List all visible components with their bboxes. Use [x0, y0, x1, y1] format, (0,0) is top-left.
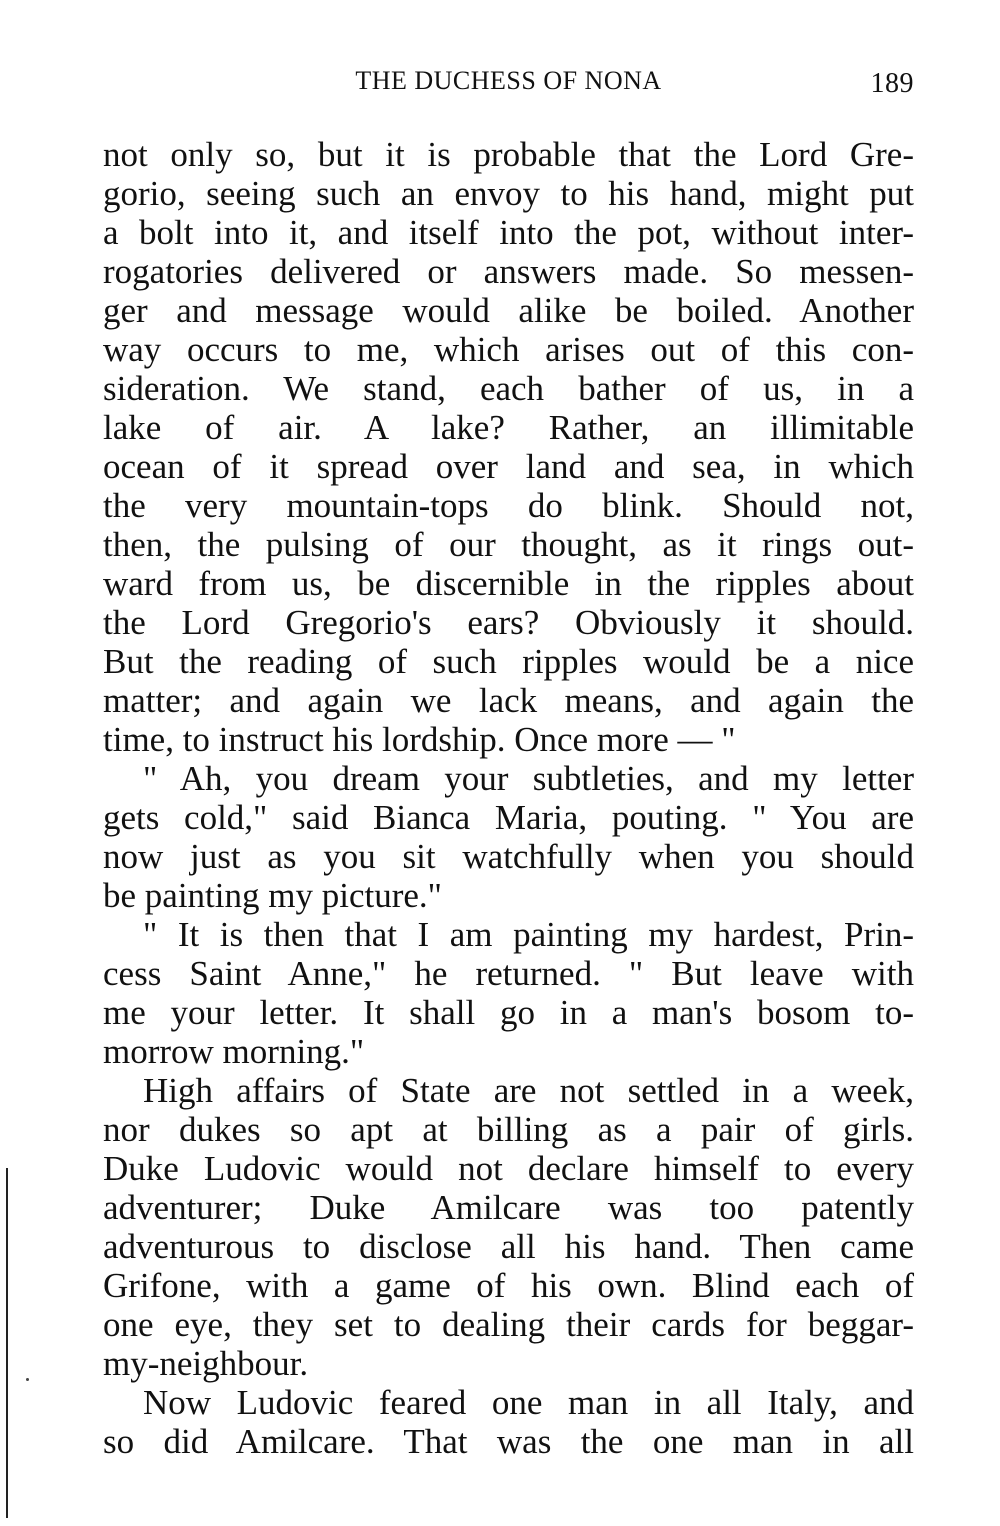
text-line: High affairs of State are not settled in a week, [143, 1071, 914, 1110]
text-line: way occurs to me, which arises out of this con- [103, 330, 914, 369]
text-line: Duke Ludovic would not declare himself to every [103, 1149, 914, 1188]
running-title: THE DUCHESS OF NONA [355, 66, 662, 95]
text-line: morrow morning." [103, 1032, 365, 1071]
text-line: lake of air. A lake? Rather, an illimitable [103, 408, 914, 447]
text-line: Grifone, with a game of his own. Blind each of [103, 1266, 914, 1305]
scan-speck [26, 1378, 29, 1381]
running-head [103, 66, 914, 100]
text-line: now just as you sit watchfully when you should [103, 837, 914, 876]
text-line: then, the pulsing of our thought, as it rings out- [103, 525, 914, 564]
text-line: me your letter. It shall go in a man's bosom to- [103, 993, 914, 1032]
text-line: time, to instruct his lordship. Once more — " [103, 720, 736, 759]
text-line: ger and message would alike be boiled. Another [103, 291, 914, 330]
page-number: 189 [870, 68, 914, 99]
text-line: " Ah, you dream your subtleties, and my letter [143, 759, 914, 798]
text-line: " It is then that I am painting my hardest, Prin- [143, 915, 914, 954]
text-line: nor dukes so apt at billing as a pair of girls. [103, 1110, 914, 1149]
text-line: adventurer; Duke Amilcare was too patently [103, 1188, 914, 1227]
text-line: the very mountain-tops do blink. Should not, [103, 486, 914, 525]
text-line: matter; and again we lack means, and again the [103, 681, 914, 720]
text-line: the Lord Gregorio's ears? Obviously it should. [103, 603, 914, 642]
text-line: But the reading of such ripples would be a nice [103, 642, 914, 681]
text-line: not only so, but it is probable that the Lord Gre- [103, 135, 914, 174]
text-line: so did Amilcare. That was the one man in all [103, 1422, 914, 1461]
text-line: be painting my picture." [103, 876, 442, 915]
text-line: adventurous to disclose all his hand. Then came [103, 1227, 914, 1266]
text-line: ocean of it spread over land and sea, in which [103, 447, 914, 486]
text-line: sideration. We stand, each bather of us, in a [103, 369, 914, 408]
text-line: cess Saint Anne," he returned. " But leave with [103, 954, 914, 993]
binding-edge-line [6, 1168, 8, 1518]
text-line: Now Ludovic feared one man in all Italy, and [143, 1383, 914, 1422]
text-line: a bolt into it, and itself into the pot, without inter- [103, 213, 914, 252]
text-line: ward from us, be discernible in the ripples about [103, 564, 914, 603]
text-line: one eye, they set to dealing their cards for beggar- [103, 1305, 914, 1344]
body-text [103, 135, 914, 1461]
text-line: rogatories delivered or answers made. So messen- [103, 252, 914, 291]
text-line: gorio, seeing such an envoy to his hand, might put [103, 174, 914, 213]
text-line: gets cold," said Bianca Maria, pouting. " You are [103, 798, 914, 837]
text-line: my-neighbour. [103, 1344, 309, 1383]
